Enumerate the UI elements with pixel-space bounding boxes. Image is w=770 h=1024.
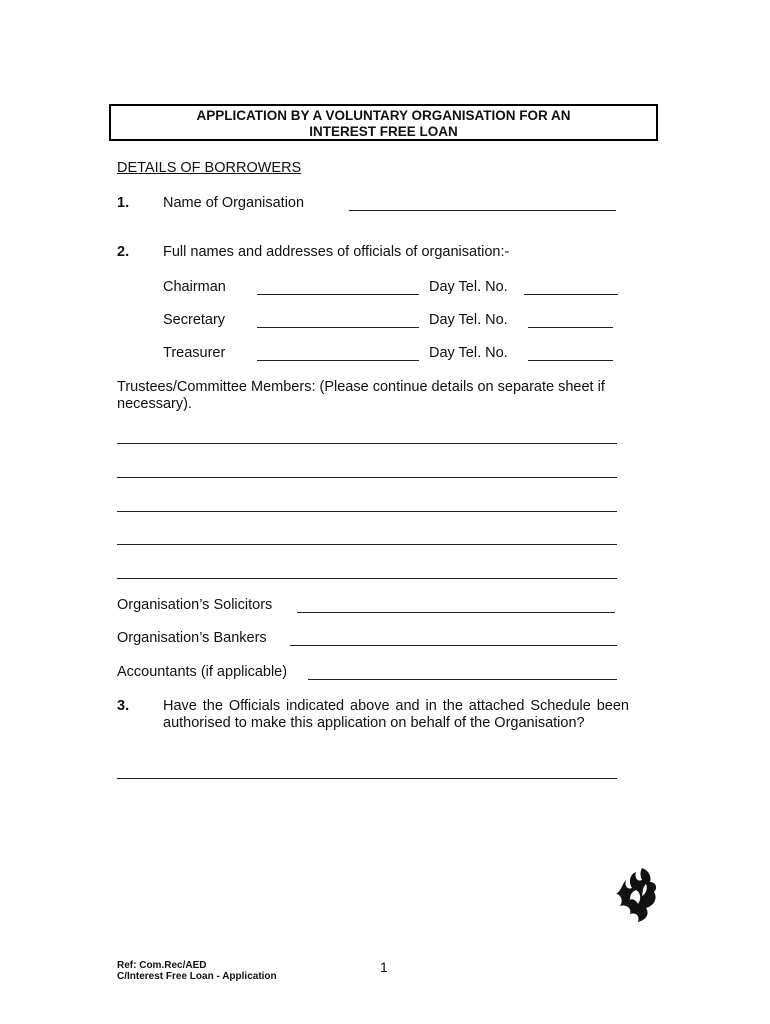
chairman-tel-label: Day Tel. No. bbox=[429, 279, 508, 295]
item-2-number: 2. bbox=[117, 244, 130, 260]
chairman-field[interactable] bbox=[257, 294, 419, 295]
treasurer-tel-field[interactable] bbox=[528, 360, 613, 361]
treasurer-field[interactable] bbox=[257, 360, 419, 361]
item-3-number: 3. bbox=[117, 698, 130, 714]
authorisation-question: Have the Officials indicated above and in the attached Schedule been authorised to make this application on behalf of the Organisation? bbox=[163, 698, 629, 731]
page-number: 1 bbox=[380, 959, 388, 975]
authorisation-answer-field[interactable] bbox=[117, 778, 617, 779]
form-title-line-1: APPLICATION BY A VOLUNTARY ORGANISATION FOR AN bbox=[196, 108, 571, 123]
secretary-tel-field[interactable] bbox=[528, 327, 613, 328]
secretary-field[interactable] bbox=[257, 327, 419, 328]
solicitors-label: Organisation’s Solicitors bbox=[117, 597, 273, 613]
phoenix-logo-icon bbox=[612, 864, 660, 924]
section-heading: DETAILS OF BORROWERS bbox=[117, 160, 302, 176]
solicitors-field[interactable] bbox=[297, 612, 615, 613]
officials-label: Full names and addresses of officials of organisation:- bbox=[163, 244, 510, 260]
secretary-label: Secretary bbox=[163, 312, 226, 328]
secretary-tel-label: Day Tel. No. bbox=[429, 312, 508, 328]
accountants-field[interactable] bbox=[308, 679, 617, 680]
organisation-name-field[interactable] bbox=[349, 210, 616, 211]
trustees-label: Trustees/Committee Members: (Please continue details on separate sheet if necessary). bbox=[117, 379, 605, 412]
trustee-line-4[interactable] bbox=[117, 544, 617, 545]
form-title-box bbox=[109, 104, 658, 141]
chairman-tel-field[interactable] bbox=[524, 294, 618, 295]
trustee-line-2[interactable] bbox=[117, 477, 617, 478]
trustee-line-5[interactable] bbox=[117, 578, 617, 579]
trustee-line-1[interactable] bbox=[117, 443, 617, 444]
accountants-label: Accountants (if applicable) bbox=[117, 664, 288, 680]
bankers-field[interactable] bbox=[290, 645, 617, 646]
treasurer-label: Treasurer bbox=[163, 345, 226, 361]
footer-ref-line-1: Ref: Com.Rec/AED bbox=[117, 960, 207, 971]
organisation-name-label: Name of Organisation bbox=[163, 195, 305, 211]
footer-reference bbox=[117, 960, 277, 982]
form-title-line-2: INTEREST FREE LOAN bbox=[309, 124, 458, 139]
bankers-label: Organisation’s Bankers bbox=[117, 630, 267, 646]
chairman-label: Chairman bbox=[163, 279, 226, 295]
treasurer-tel-label: Day Tel. No. bbox=[429, 345, 508, 361]
item-1-number: 1. bbox=[117, 195, 130, 211]
trustee-line-3[interactable] bbox=[117, 511, 617, 512]
footer-ref-line-2: C/Interest Free Loan - Application bbox=[117, 971, 277, 982]
